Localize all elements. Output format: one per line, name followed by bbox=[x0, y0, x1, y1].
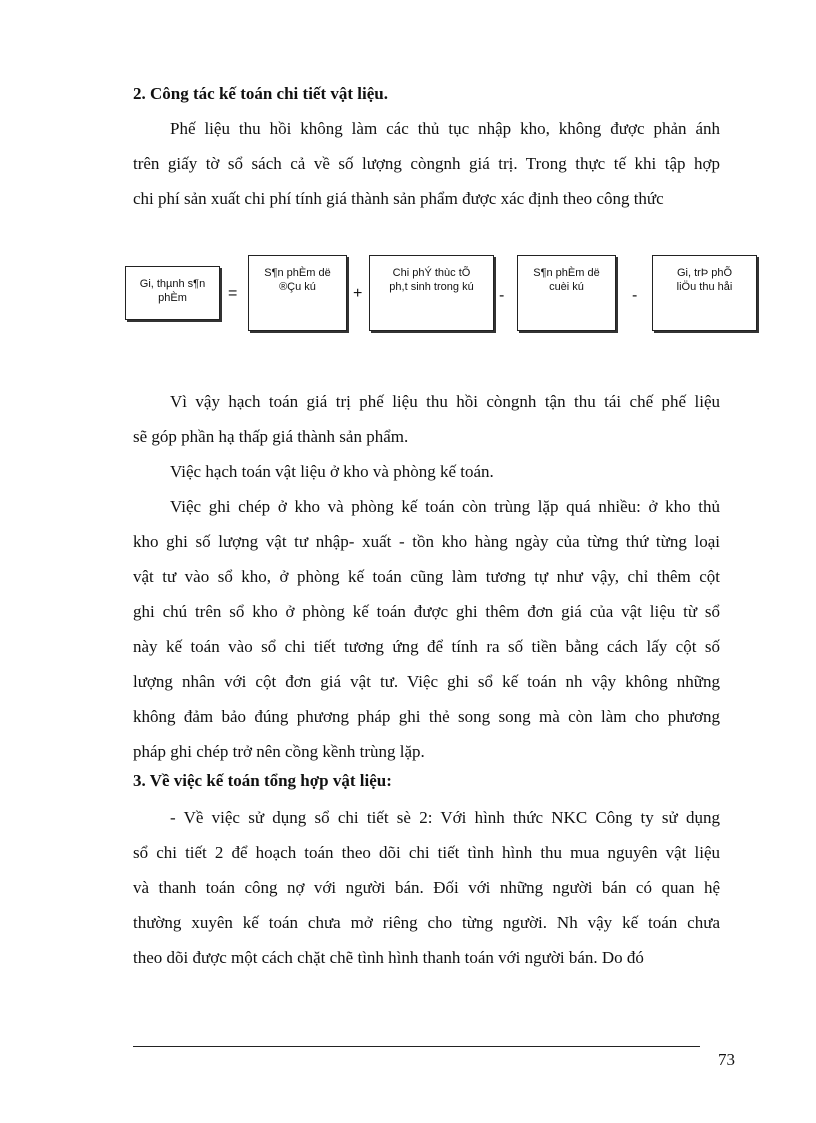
paragraph-line: sẽ góp phần hạ thấp giá thành sản phẩm. bbox=[133, 427, 409, 446]
paragraph-line: - Về việc sử dụng sổ chi tiết sè 2: Với hình thức NKC Công ty sử dụng bbox=[170, 808, 720, 827]
paragraph-line: lượng nhân với cột đơn giá vật tư. Việc ghi sổ kế toán nh vậy không những bbox=[133, 672, 720, 691]
formula-term-line: S¶n phÈm dë bbox=[264, 267, 331, 279]
paragraph-line: Việc ghi chép ở kho và phòng kế toán còn trùng lặp quá nhiều: ở kho thủ bbox=[170, 497, 720, 516]
paragraph-line: thường xuyên kế toán chưa mở riêng cho từng người. Nh vậy kế toán chưa bbox=[133, 913, 720, 932]
paragraph-line: pháp ghi chép trở nên cồng kềnh trùng lặp. bbox=[133, 742, 425, 761]
formula-term-opening-wip bbox=[248, 255, 347, 331]
paragraph-line: Việc hạch toán vật liệu ở kho và phòng kế toán. bbox=[170, 462, 494, 481]
minus-sign: - bbox=[499, 287, 505, 304]
formula-term-line: cuèi kú bbox=[549, 281, 584, 293]
formula-term-scrap-value bbox=[652, 255, 757, 331]
paragraph-line: sổ chi tiết 2 để hoạch toán theo dõi chi tiết tình hình thu mua nguyên vật liệu bbox=[133, 843, 720, 862]
paragraph-line: ghi chú trên sổ kho ở phòng kế toán được ghi thêm đơn giá của vật liệu từ sổ bbox=[133, 602, 720, 621]
formula-term-actual-cost bbox=[369, 255, 494, 331]
equals-sign: = bbox=[228, 285, 238, 302]
formula-term-line: phÈm bbox=[158, 292, 187, 304]
page-number: 73 bbox=[718, 1050, 735, 1069]
paragraph-line: không đảm bảo đúng phương pháp ghi thẻ song song mà còn làm cho phương bbox=[133, 707, 720, 726]
paragraph-line: Phế liệu thu hồi không làm các thủ tục nhập kho, không được phản ánh bbox=[170, 119, 720, 138]
formula-term-line: Gi, trÞ phÕ bbox=[676, 267, 733, 279]
paragraph-line: kho ghi số lượng vật tư nhập- xuất - tồn kho hàng ngày của từng thứ từng loại bbox=[133, 532, 720, 551]
minus-sign: - bbox=[632, 287, 638, 304]
plus-sign: + bbox=[353, 285, 363, 302]
section-3-heading: 3. Về việc kế toán tổng hợp vật liệu: bbox=[133, 771, 392, 790]
formula-term-line: ®Çu kú bbox=[279, 281, 316, 293]
formula-term-line: Gi, thµnh s¶n bbox=[139, 278, 206, 290]
formula-term-finished-cost bbox=[125, 266, 220, 320]
paragraph-line: vật tư vào sổ kho, ở phòng kế toán cũng làm tương tự như vậy, chỉ thêm cột bbox=[133, 567, 720, 586]
formula-term-closing-wip bbox=[517, 255, 616, 331]
paragraph-line: này kế toán vào sổ chi tiết tương ứng để tính ra số tiền bằng cách lấy cột số bbox=[133, 637, 720, 656]
paragraph-line: trên giấy tờ sổ sách cả về số lượng còngnh giá trị. Trong thực tế khi tập hợp bbox=[133, 154, 720, 173]
formula-term-line: liÖu thu håi bbox=[676, 281, 733, 293]
section-2-heading: 2. Công tác kế toán chi tiết vật liệu. bbox=[133, 84, 388, 103]
footer-divider bbox=[133, 1046, 700, 1047]
paragraph-line: theo dõi được một cách chặt chẽ tình hình thanh toán với người bán. Do đó bbox=[133, 948, 644, 967]
paragraph-line: và thanh toán công nợ với người bán. Đối với những người bán có quan hệ bbox=[133, 878, 720, 897]
paragraph-line: Vì vậy hạch toán giá trị phế liệu thu hồi còngnh tận thu tái chế phế liệu bbox=[170, 392, 720, 411]
paragraph-line: chi phí sản xuất chi phí tính giá thành sản phẩm được xác định theo công thức bbox=[133, 189, 664, 208]
formula-term-line: S¶n phÈm dë bbox=[533, 267, 600, 279]
formula-term-line: Chi phÝ thùc tÕ bbox=[392, 267, 471, 279]
formula-term-line: ph,t sinh trong kú bbox=[389, 281, 474, 293]
